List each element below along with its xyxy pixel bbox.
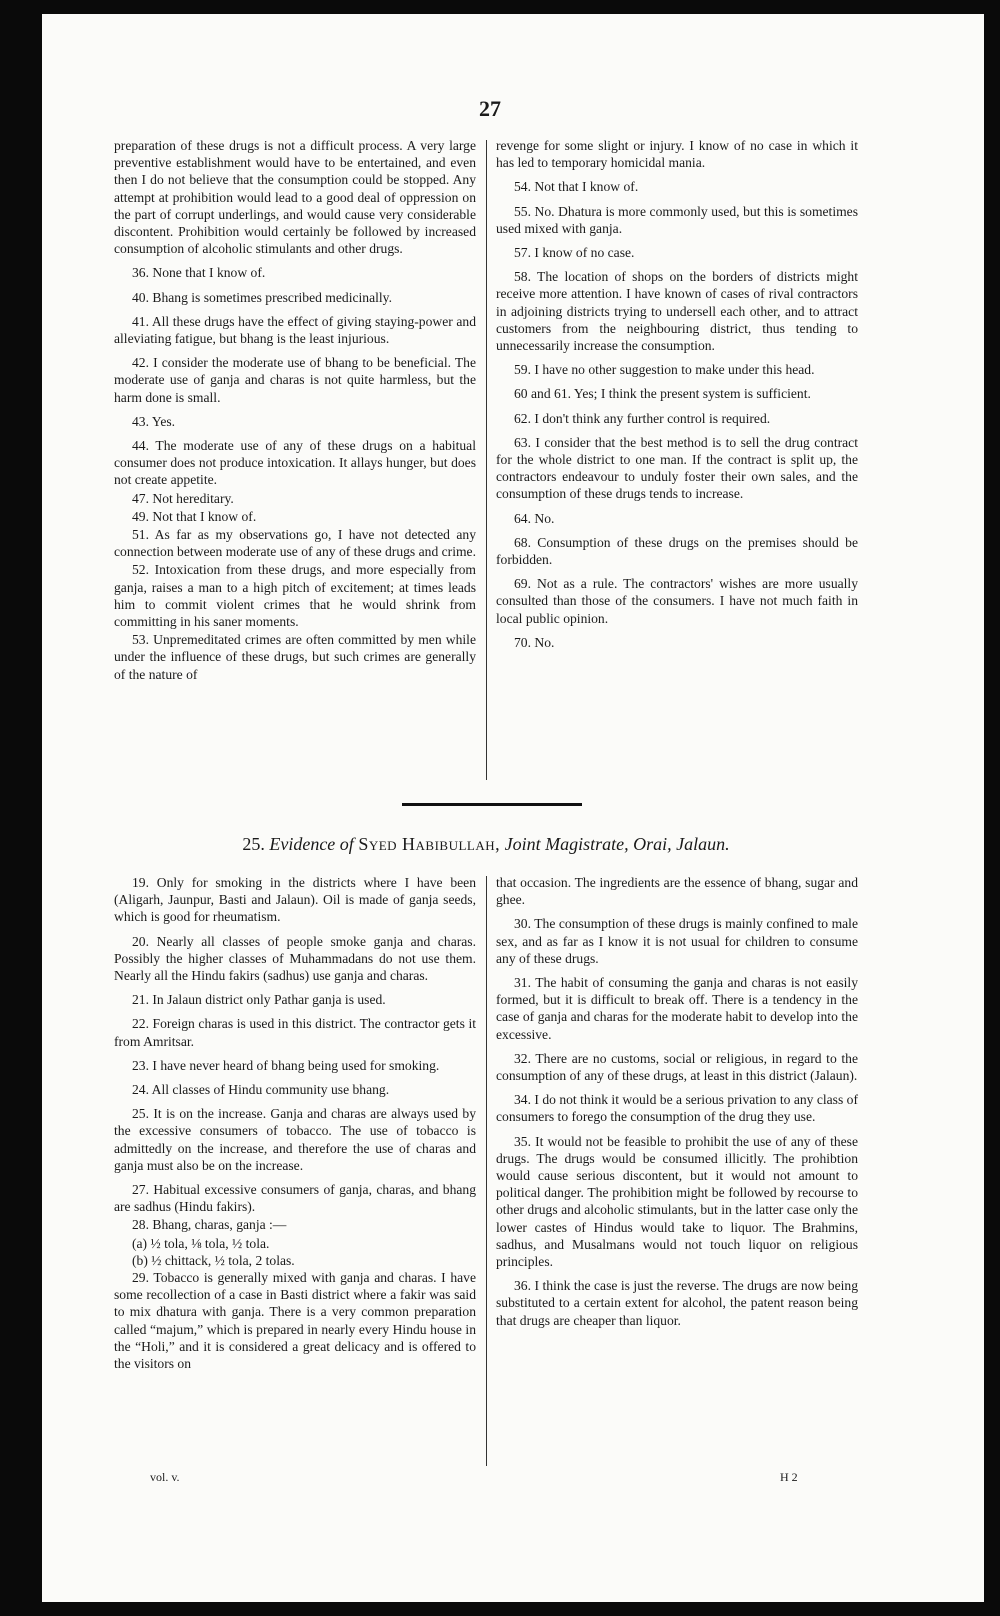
paragraph: 30. The consumption of these drugs is mainly confined to male sex, and as far as I know it is not usual for children to consume any of these drugs. (496, 916, 858, 966)
paragraph: 64. No. (514, 510, 555, 526)
paragraph: preparation of these drugs is not a difficult process. A very large preventive establishment would have to be entertained, and even then I do not believe that the consumption could be stopped. Any attempt at prohibition would lead to a good deal of oppression on the part of corrupt underlings, and would cause very considerable discontent. Prohibition would certainly be followed by increased consumption of alcoholic stimulants and other drugs. (114, 138, 476, 257)
paragraph: 49. Not that I know of. (132, 508, 257, 524)
paragraph: 60 and 61. Yes; I think the present system is sufficient. (514, 386, 811, 402)
paragraph: 55. No. Dhatura is more commonly used, but this is sometimes used mixed with ganja. (496, 203, 858, 236)
paragraph: 47. Not hereditary. (132, 490, 234, 506)
column-divider-top (486, 140, 487, 780)
section-evidence-of: Evidence of (269, 834, 354, 854)
paragraph: 34. I do not think it would be a serious privation to any class of consumers to forego the consumption of the drug they use. (496, 1092, 858, 1125)
paragraph: 44. The moderate use of any of these drugs on a habitual consumer does not produce intoxication. It allays hunger, but does not create appetite. (114, 438, 476, 488)
section-separator (402, 803, 582, 806)
paragraph: 25. It is on the increase. Ganja and charas are always used by the excessive consumers of tobacco. The use of tobacco is admittedly on the increase, and therefore the use of charas and ganja must also be on the increase. (114, 1106, 476, 1173)
paragraph: 40. Bhang is sometimes prescribed medicinally. (132, 289, 392, 305)
paragraph: 59. I have no other suggestion to make under this head. (514, 362, 815, 378)
bottom-right-column (496, 874, 858, 1336)
paragraph: 54. Not that I know of. (514, 179, 639, 195)
paragraph: 29. Tobacco is generally mixed with ganja and charas. I have some recollection of a case in Basti district where a fakir was said to mix dhatura with ganja. There is a very common preparation called “majum,” which is prepared in nearly every Hindu house in the “Holi,” and it is considered a great delicacy and is offered to the visitors on (114, 1270, 476, 1372)
paragraph: 23. I have never heard of bhang being used for smoking. (132, 1057, 440, 1073)
top-left-column (114, 137, 476, 690)
paragraph: 21. In Jalaun district only Pathar ganja is used. (132, 992, 386, 1008)
paragraph: 52. Intoxication from these drugs, and more especially from ganja, raises a man to a high pitch of excitement; at times leads him to commit violent crimes that he would shrink from committing in his saner moments. (114, 562, 476, 630)
paragraph: 27. Habitual excessive consumers of ganja, charas, and bhang are sadhus (Hindu fakirs). (114, 1182, 476, 1215)
section-witness-title: Joint Magistrate, Orai, Jalaun. (504, 834, 730, 854)
paragraph: 43. Yes. (132, 413, 176, 429)
paragraph: that occasion. The ingredients are the essence of bhang, sugar and ghee. (496, 875, 858, 908)
section-witness-name: Syed Habibullah, (358, 834, 501, 854)
paragraph: 57. I know of no case. (514, 245, 635, 261)
paragraph: 35. It would not be feasible to prohibit the use of any of these drugs. The drugs would be consumed illicitly. The prohibtion would cause serious discontent, but it would not amount to political danger. The prohibition might be followed by recourse to other drugs and alcoholic stimulants, but in the latter case only the lower castes of Hindus would take to liquor. The Brahmins, sadhus, and Musalmans would not touch liquor on religious principles. (496, 1133, 858, 1270)
footer-volume: vol. v. (150, 1470, 180, 1484)
footer-signature: H 2 (780, 1470, 798, 1484)
page-number: 27 (479, 96, 501, 121)
paragraph: 63. I consider that the best method is to sell the drug contract for the whole district to one man. If the contract is split up, the contractors endeavour to unduly foster their own sales, and the consumption of these drugs tends to increase. (496, 434, 858, 502)
paragraph: 53. Unpremeditated crimes are often committed by men while under the influence of these drugs, but such crimes are generally of the nature of (114, 632, 476, 682)
paragraph: 36. None that I know of. (132, 265, 266, 281)
paragraph: 28. Bhang, charas, ganja :— (132, 1217, 287, 1233)
paragraph: 69. Not as a rule. The contractors' wishes are more usually consulted than those of the consumers. I have not much faith in local public opinion. (496, 576, 858, 626)
top-right-column (496, 137, 858, 658)
paragraph: 24. All classes of Hindu community use bhang. (132, 1082, 390, 1098)
paragraph: revenge for some slight or injury. I know of no case in which it has led to temporary homicidal mania. (496, 138, 858, 171)
paragraph: 51. As far as my observations go, I have not detected any connection between moderate use of any of these drugs and crime. (114, 527, 476, 560)
bottom-left-column (114, 874, 476, 1379)
paragraph: 20. Nearly all classes of people smoke ganja and charas. Possibly the higher classes of Muhammadans do not use them. Nearly all the Hindu fakirs (sadhus) use ganja and charas. (114, 933, 476, 984)
paragraph: 22. Foreign charas is used in this district. The contractor gets it from Amritsar. (114, 1016, 476, 1049)
section-heading (114, 834, 858, 855)
section-number: 25. (242, 834, 265, 854)
paragraph: 41. All these drugs have the effect of giving staying-power and alleviating fatigue, but bhang is the least injurious. (114, 313, 476, 347)
paragraph: 36. I think the case is just the reverse. The drugs are now being substituted to a certain extent for alcohol, the patent reason being that drugs are cheaper than liquor. (496, 1278, 858, 1328)
paragraph: 31. The habit of consuming the ganja and charas is not easily formed, but it is difficult to break off. There is a tendency in the case of ganja and charas for the moderate habit to develop into the excessive. (496, 975, 858, 1042)
column-divider-bottom (486, 876, 487, 1466)
paragraph: 58. The location of shops on the borders of districts might receive more attention. I have known of cases of rival contractors in adjoining districts trying to undersell each other, and to attract customers from the neighbouring district, thus tending to unnecessarily increase the consumption. (496, 269, 858, 354)
paragraph: 32. There are no customs, social or religious, in regard to the consumption of any of these drugs, at least in this district (Jalaun). (496, 1050, 858, 1084)
paragraph: 70. No. (514, 634, 555, 650)
paragraph: (b) ½ chittack, ½ tola, 2 tolas. (132, 1252, 295, 1268)
paragraph: (a) ½ tola, ⅛ tola, ½ tola. (132, 1235, 270, 1251)
paragraph: 68. Consumption of these drugs on the premises should be forbidden. (496, 534, 858, 568)
paragraph: 62. I don't think any further control is required. (514, 410, 771, 426)
paragraph: 19. Only for smoking in the districts where I have been (Aligarh, Jaunpur, Basti and Jalaun). Oil is made of ganja seeds, which is good for rheumatism. (114, 875, 476, 925)
paragraph: 42. I consider the moderate use of bhang to be beneficial. The moderate use of ganja and charas is not quite harmless, but the harm done is small. (114, 355, 476, 405)
